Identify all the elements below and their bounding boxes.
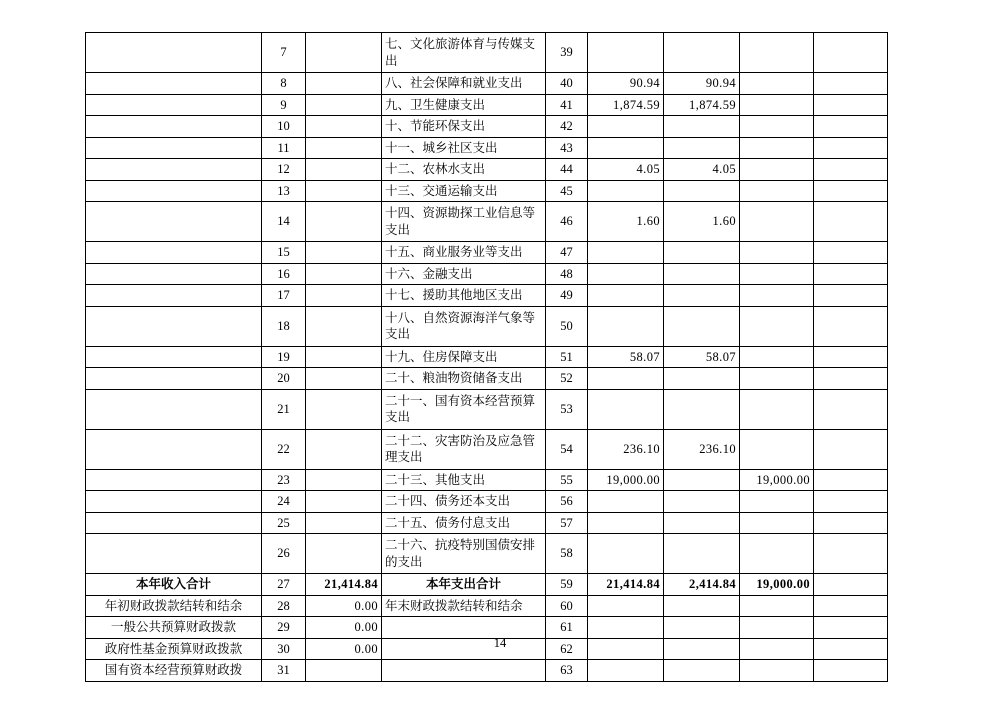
revenue-amount — [306, 346, 382, 368]
expenditure-item-label: 十七、援助其他地区支出 — [382, 285, 546, 307]
expenditure-line-number: 48 — [546, 263, 588, 285]
state-capital-budget-amount — [814, 346, 888, 368]
state-capital-budget-amount — [814, 285, 888, 307]
expenditure-total-amount — [588, 512, 664, 534]
expenditure-line-number: 49 — [546, 285, 588, 307]
revenue-line-number: 13 — [262, 180, 306, 202]
table-row — [86, 202, 888, 242]
general-public-budget-amount: 4.05 — [664, 159, 740, 181]
table-row — [86, 512, 888, 534]
expenditure-line-number: 42 — [546, 116, 588, 138]
general-public-budget-amount — [664, 242, 740, 264]
revenue-item-label — [86, 242, 262, 264]
expenditure-line-number: 39 — [546, 33, 588, 73]
expenditure-line-number: 50 — [546, 306, 588, 346]
revenue-amount — [306, 660, 382, 682]
expenditure-total-amount — [588, 242, 664, 264]
expenditure-total-amount — [588, 595, 664, 617]
state-capital-budget-amount — [814, 263, 888, 285]
expenditure-line-number: 44 — [546, 159, 588, 181]
expenditure-total-amount — [588, 306, 664, 346]
government-fund-budget-amount — [740, 202, 814, 242]
budget-table-body — [86, 33, 888, 682]
expenditure-total-amount — [588, 33, 664, 73]
revenue-amount — [306, 429, 382, 469]
expenditure-line-number: 52 — [546, 368, 588, 390]
table-row — [86, 180, 888, 202]
table-row — [86, 159, 888, 181]
revenue-line-number: 7 — [262, 33, 306, 73]
revenue-item-label — [86, 389, 262, 429]
revenue-line-number: 19 — [262, 346, 306, 368]
general-public-budget-amount — [664, 263, 740, 285]
expenditure-item-label: 十、节能环保支出 — [382, 116, 546, 138]
expenditure-item-label: 九、卫生健康支出 — [382, 94, 546, 116]
expenditure-total-amount — [588, 285, 664, 307]
expenditure-total-amount: 21,414.84 — [588, 574, 664, 596]
expenditure-item-label: 二十一、国有资本经营预算支出 — [382, 389, 546, 429]
expenditure-line-number: 55 — [546, 469, 588, 491]
general-public-budget-amount — [664, 660, 740, 682]
state-capital-budget-amount — [814, 574, 888, 596]
expenditure-item-label: 十八、自然资源海洋气象等支出 — [382, 306, 546, 346]
expenditure-line-number: 59 — [546, 574, 588, 596]
revenue-line-number: 10 — [262, 116, 306, 138]
general-public-budget-amount: 1,874.59 — [664, 94, 740, 116]
government-fund-budget-amount — [740, 180, 814, 202]
general-public-budget-amount — [664, 285, 740, 307]
budget-table — [85, 32, 888, 682]
expenditure-line-number: 51 — [546, 346, 588, 368]
expenditure-total-amount — [588, 116, 664, 138]
state-capital-budget-amount — [814, 116, 888, 138]
government-fund-budget-amount — [740, 33, 814, 73]
revenue-amount — [306, 159, 382, 181]
general-public-budget-amount — [664, 33, 740, 73]
state-capital-budget-amount — [814, 617, 888, 639]
revenue-amount: 21,414.84 — [306, 574, 382, 596]
revenue-item-label — [86, 306, 262, 346]
expenditure-line-number: 54 — [546, 429, 588, 469]
table-row — [86, 595, 888, 617]
table-row — [86, 469, 888, 491]
general-public-budget-amount: 58.07 — [664, 346, 740, 368]
expenditure-total-amount: 1.60 — [588, 202, 664, 242]
government-fund-budget-amount — [740, 660, 814, 682]
state-capital-budget-amount — [814, 94, 888, 116]
government-fund-budget-amount — [740, 137, 814, 159]
expenditure-total-amount — [588, 180, 664, 202]
revenue-line-number: 24 — [262, 491, 306, 513]
state-capital-budget-amount — [814, 137, 888, 159]
expenditure-item-label — [382, 660, 546, 682]
revenue-line-number: 12 — [262, 159, 306, 181]
revenue-line-number: 29 — [262, 617, 306, 639]
table-row — [86, 306, 888, 346]
revenue-item-label — [86, 469, 262, 491]
general-public-budget-amount — [664, 368, 740, 390]
expenditure-item-label: 十二、农林水支出 — [382, 159, 546, 181]
expenditure-item-label: 二十二、灾害防治及应急管理支出 — [382, 429, 546, 469]
table-row — [86, 137, 888, 159]
table-row — [86, 429, 888, 469]
revenue-item-label: 一般公共预算财政拨款 — [86, 617, 262, 639]
expenditure-total-amount — [588, 491, 664, 513]
state-capital-budget-amount — [814, 202, 888, 242]
expenditure-line-number: 61 — [546, 617, 588, 639]
expenditure-line-number: 63 — [546, 660, 588, 682]
expenditure-line-number: 60 — [546, 595, 588, 617]
expenditure-item-label: 十三、交通运输支出 — [382, 180, 546, 202]
expenditure-line-number: 57 — [546, 512, 588, 534]
state-capital-budget-amount — [814, 159, 888, 181]
expenditure-item-label: 二十、粮油物资储备支出 — [382, 368, 546, 390]
expenditure-total-amount — [588, 389, 664, 429]
revenue-amount — [306, 306, 382, 346]
expenditure-item-label: 十四、资源勘探工业信息等支出 — [382, 202, 546, 242]
revenue-amount — [306, 263, 382, 285]
revenue-line-number: 28 — [262, 595, 306, 617]
revenue-item-label — [86, 159, 262, 181]
government-fund-budget-amount — [740, 512, 814, 534]
revenue-item-label — [86, 73, 262, 95]
table-row — [86, 116, 888, 138]
revenue-line-number: 22 — [262, 429, 306, 469]
general-public-budget-amount — [664, 595, 740, 617]
expenditure-total-amount: 90.94 — [588, 73, 664, 95]
table-row — [86, 617, 888, 639]
revenue-item-label — [86, 368, 262, 390]
expenditure-total-amount: 58.07 — [588, 346, 664, 368]
expenditure-item-label: 十一、城乡社区支出 — [382, 137, 546, 159]
expenditure-item-label: 八、社会保障和就业支出 — [382, 73, 546, 95]
revenue-item-label — [86, 429, 262, 469]
revenue-item-label — [86, 534, 262, 574]
page-number: 14 — [493, 636, 507, 650]
government-fund-budget-amount — [740, 617, 814, 639]
revenue-item-label — [86, 263, 262, 285]
expenditure-line-number: 40 — [546, 73, 588, 95]
revenue-line-number: 18 — [262, 306, 306, 346]
revenue-amount — [306, 202, 382, 242]
table-row — [86, 534, 888, 574]
revenue-item-label — [86, 137, 262, 159]
state-capital-budget-amount — [814, 491, 888, 513]
general-public-budget-amount — [664, 116, 740, 138]
government-fund-budget-amount: 19,000.00 — [740, 469, 814, 491]
expenditure-line-number: 53 — [546, 389, 588, 429]
government-fund-budget-amount — [740, 595, 814, 617]
revenue-amount — [306, 180, 382, 202]
revenue-line-number: 27 — [262, 574, 306, 596]
general-public-budget-amount: 90.94 — [664, 73, 740, 95]
expenditure-item-label: 十六、金融支出 — [382, 263, 546, 285]
revenue-item-label — [86, 94, 262, 116]
revenue-item-label — [86, 491, 262, 513]
revenue-amount — [306, 116, 382, 138]
revenue-item-label — [86, 202, 262, 242]
expenditure-item-label: 七、文化旅游体育与传媒支出 — [382, 33, 546, 73]
revenue-line-number: 30 — [262, 638, 306, 660]
state-capital-budget-amount — [814, 242, 888, 264]
revenue-item-label: 政府性基金预算财政拨款 — [86, 638, 262, 660]
expenditure-item-label: 十九、住房保障支出 — [382, 346, 546, 368]
budget-table-wrapper — [85, 32, 887, 682]
revenue-amount — [306, 285, 382, 307]
expenditure-total-amount — [588, 660, 664, 682]
state-capital-budget-amount — [814, 534, 888, 574]
state-capital-budget-amount — [814, 512, 888, 534]
revenue-line-number: 14 — [262, 202, 306, 242]
table-row — [86, 263, 888, 285]
expenditure-line-number: 46 — [546, 202, 588, 242]
expenditure-line-number: 62 — [546, 638, 588, 660]
expenditure-total-amount: 4.05 — [588, 159, 664, 181]
revenue-amount — [306, 368, 382, 390]
table-row — [86, 346, 888, 368]
general-public-budget-amount — [664, 534, 740, 574]
table-row — [86, 242, 888, 264]
general-public-budget-amount — [664, 469, 740, 491]
expenditure-item-label: 二十五、债务付息支出 — [382, 512, 546, 534]
general-public-budget-amount — [664, 512, 740, 534]
revenue-amount — [306, 491, 382, 513]
state-capital-budget-amount — [814, 73, 888, 95]
table-row — [86, 389, 888, 429]
expenditure-line-number: 43 — [546, 137, 588, 159]
expenditure-item-label: 十五、商业服务业等支出 — [382, 242, 546, 264]
revenue-item-label: 本年收入合计 — [86, 574, 262, 596]
table-row — [86, 285, 888, 307]
expenditure-item-label: 二十六、抗疫特别国债安排的支出 — [382, 534, 546, 574]
revenue-item-label — [86, 33, 262, 73]
expenditure-item-label: 年末财政拨款结转和结余 — [382, 595, 546, 617]
expenditure-item-label — [382, 617, 546, 639]
table-row — [86, 73, 888, 95]
state-capital-budget-amount — [814, 368, 888, 390]
state-capital-budget-amount — [814, 660, 888, 682]
government-fund-budget-amount — [740, 285, 814, 307]
state-capital-budget-amount — [814, 33, 888, 73]
government-fund-budget-amount — [740, 306, 814, 346]
general-public-budget-amount: 1.60 — [664, 202, 740, 242]
expenditure-line-number: 45 — [546, 180, 588, 202]
government-fund-budget-amount — [740, 94, 814, 116]
government-fund-budget-amount — [740, 116, 814, 138]
table-row — [86, 491, 888, 513]
revenue-item-label: 国有资本经营预算财政拨 — [86, 660, 262, 682]
expenditure-line-number: 56 — [546, 491, 588, 513]
revenue-amount — [306, 242, 382, 264]
expenditure-total-amount: 19,000.00 — [588, 469, 664, 491]
government-fund-budget-amount — [740, 346, 814, 368]
expenditure-total-amount — [588, 368, 664, 390]
table-row — [86, 368, 888, 390]
expenditure-total-amount — [588, 617, 664, 639]
table-row — [86, 33, 888, 73]
revenue-line-number: 9 — [262, 94, 306, 116]
government-fund-budget-amount — [740, 368, 814, 390]
government-fund-budget-amount — [740, 491, 814, 513]
general-public-budget-amount — [664, 491, 740, 513]
state-capital-budget-amount — [814, 180, 888, 202]
government-fund-budget-amount — [740, 242, 814, 264]
revenue-amount — [306, 512, 382, 534]
government-fund-budget-amount — [740, 534, 814, 574]
revenue-amount — [306, 137, 382, 159]
revenue-line-number: 23 — [262, 469, 306, 491]
table-row — [86, 94, 888, 116]
revenue-amount: 0.00 — [306, 595, 382, 617]
revenue-amount — [306, 469, 382, 491]
revenue-amount — [306, 33, 382, 73]
expenditure-line-number: 41 — [546, 94, 588, 116]
general-public-budget-amount — [664, 137, 740, 159]
revenue-item-label: 年初财政拨款结转和结余 — [86, 595, 262, 617]
revenue-line-number: 11 — [262, 137, 306, 159]
general-public-budget-amount — [664, 306, 740, 346]
expenditure-total-amount: 1,874.59 — [588, 94, 664, 116]
state-capital-budget-amount — [814, 469, 888, 491]
state-capital-budget-amount — [814, 429, 888, 469]
expenditure-item-label: 二十三、其他支出 — [382, 469, 546, 491]
general-public-budget-amount: 2,414.84 — [664, 574, 740, 596]
expenditure-total-amount — [588, 263, 664, 285]
revenue-amount: 0.00 — [306, 638, 382, 660]
general-public-budget-amount: 236.10 — [664, 429, 740, 469]
revenue-item-label — [86, 180, 262, 202]
table-row — [86, 574, 888, 596]
government-fund-budget-amount — [740, 429, 814, 469]
revenue-line-number: 25 — [262, 512, 306, 534]
expenditure-total-amount — [588, 137, 664, 159]
expenditure-total-amount — [588, 534, 664, 574]
state-capital-budget-amount — [814, 389, 888, 429]
expenditure-item-label: 本年支出合计 — [382, 574, 546, 596]
revenue-item-label — [86, 116, 262, 138]
revenue-line-number: 26 — [262, 534, 306, 574]
state-capital-budget-amount — [814, 595, 888, 617]
revenue-amount: 0.00 — [306, 617, 382, 639]
expenditure-item-label: 二十四、债务还本支出 — [382, 491, 546, 513]
expenditure-line-number: 58 — [546, 534, 588, 574]
government-fund-budget-amount — [740, 389, 814, 429]
expenditure-total-amount: 236.10 — [588, 429, 664, 469]
revenue-amount — [306, 534, 382, 574]
revenue-line-number: 20 — [262, 368, 306, 390]
revenue-amount — [306, 94, 382, 116]
government-fund-budget-amount — [740, 73, 814, 95]
general-public-budget-amount — [664, 617, 740, 639]
revenue-item-label — [86, 346, 262, 368]
government-fund-budget-amount: 19,000.00 — [740, 574, 814, 596]
revenue-line-number: 31 — [262, 660, 306, 682]
revenue-line-number: 17 — [262, 285, 306, 307]
table-row — [86, 660, 888, 682]
revenue-line-number: 21 — [262, 389, 306, 429]
government-fund-budget-amount — [740, 159, 814, 181]
general-public-budget-amount — [664, 180, 740, 202]
revenue-amount — [306, 73, 382, 95]
government-fund-budget-amount — [740, 263, 814, 285]
revenue-item-label — [86, 512, 262, 534]
general-public-budget-amount — [664, 389, 740, 429]
state-capital-budget-amount — [814, 306, 888, 346]
revenue-item-label — [86, 285, 262, 307]
expenditure-line-number: 47 — [546, 242, 588, 264]
revenue-line-number: 16 — [262, 263, 306, 285]
revenue-line-number: 8 — [262, 73, 306, 95]
revenue-line-number: 15 — [262, 242, 306, 264]
revenue-amount — [306, 389, 382, 429]
